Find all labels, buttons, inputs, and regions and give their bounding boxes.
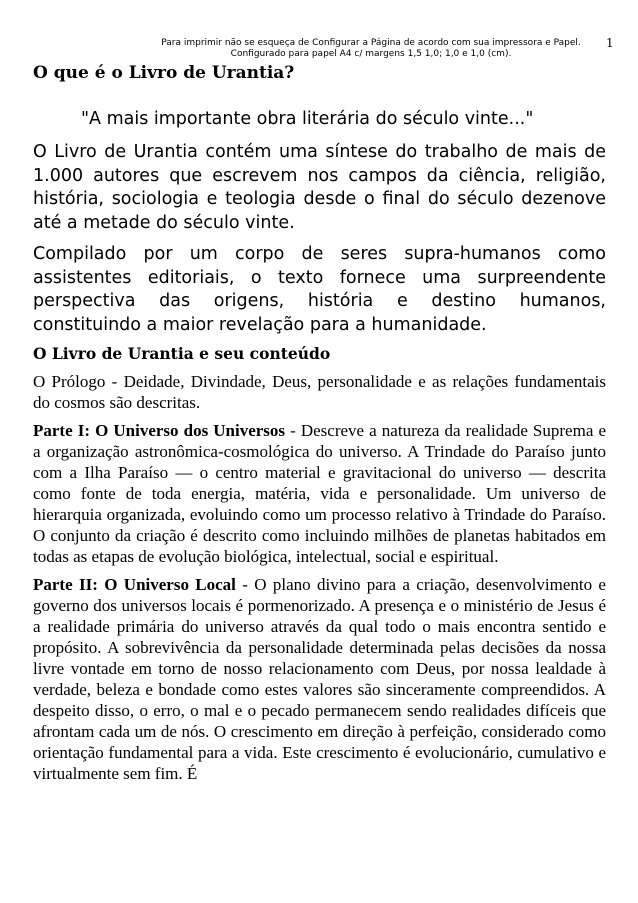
- page-number: 1: [606, 36, 614, 50]
- intro-paragraph-1: O Livro de Urantia contém uma síntese do trabalho de mais de 1.000 autores que escrevem nos campos da ciência, religião, história, sociologia e teologia desde o final do século dezenove até a metade do século vinte.: [33, 142, 606, 233]
- print-header-line2: Configurado para papel A4 c/ margens 1,5 1,0; 1,0 e 1,0 (cm).: [230, 49, 512, 59]
- section-title: O Livro de Urantia e seu conteúdo: [33, 344, 331, 363]
- print-header: [150, 38, 592, 60]
- quote: "A mais importante obra literária do século vinte...": [81, 109, 534, 129]
- part-1-paragraph: [33, 420, 606, 567]
- part-1-label: Parte I: O Universo dos Universos: [33, 421, 286, 440]
- page-title: O que é o Livro de Urantia?: [33, 63, 295, 83]
- part-1-text: - Descreve a natureza da realidade Suprema e a organização astronômica-cosmológica do universo. A Trindade do Paraíso junto com a Ilha Paraíso — o centro material e gravitacional do universo — descrita como fonte de toda energia, matéria, vida e personalidade. Um universo de hierarquia organizada, evoluindo como um processo relativo à Trindade do Paraíso. O conjunto da criação é descrito como incluindo milhões de planetas habitados em todas as etapas de evolução biológica, intelectual, social e espiritual.: [33, 421, 606, 566]
- part-2-paragraph: [33, 574, 606, 784]
- part-2-text: - O plano divino para a criação, desenvolvimento e governo dos universos locais é pormenorizado. A presença e o ministério de Jesus é a realidade primária do universo através da qual todo o mais encontra sentido e propósito. A sobrevivência da personalidade determinada pelas decisões da nossa livre vontade em torno de nosso relacionamento com Deus, por nossa lealdade à verdade, beleza e bondade como estes valores são sinceramente compreendidos. A despeito disso, o erro, o mal e o pecado permanecem sendo realidades difíceis que afrontam cada um de nós. O crescimento em direção à perfeição, considerado como orientação fundamental para a vida. Este crescimento é evolucionário, cumulativo e virtualmente sem fim. É: [33, 575, 606, 783]
- prologo-paragraph: O Prólogo - Deidade, Divindade, Deus, personalidade e as relações fundamentais do cosmos são descritas.: [33, 372, 606, 412]
- part-2-label: Parte II: O Universo Local: [33, 575, 236, 594]
- document-body: [33, 62, 606, 784]
- intro-paragraph-2: Compilado por um corpo de seres supra-humanos como assistentes editoriais, o texto fornece uma surpreendente perspectiva das origens, história e destino humanos, constituindo a maior revelação para a humanidade.: [33, 244, 606, 335]
- print-header-line1: Para imprimir não se esqueça de Configurar a Página de acordo com sua impressora e Papel.: [161, 38, 581, 48]
